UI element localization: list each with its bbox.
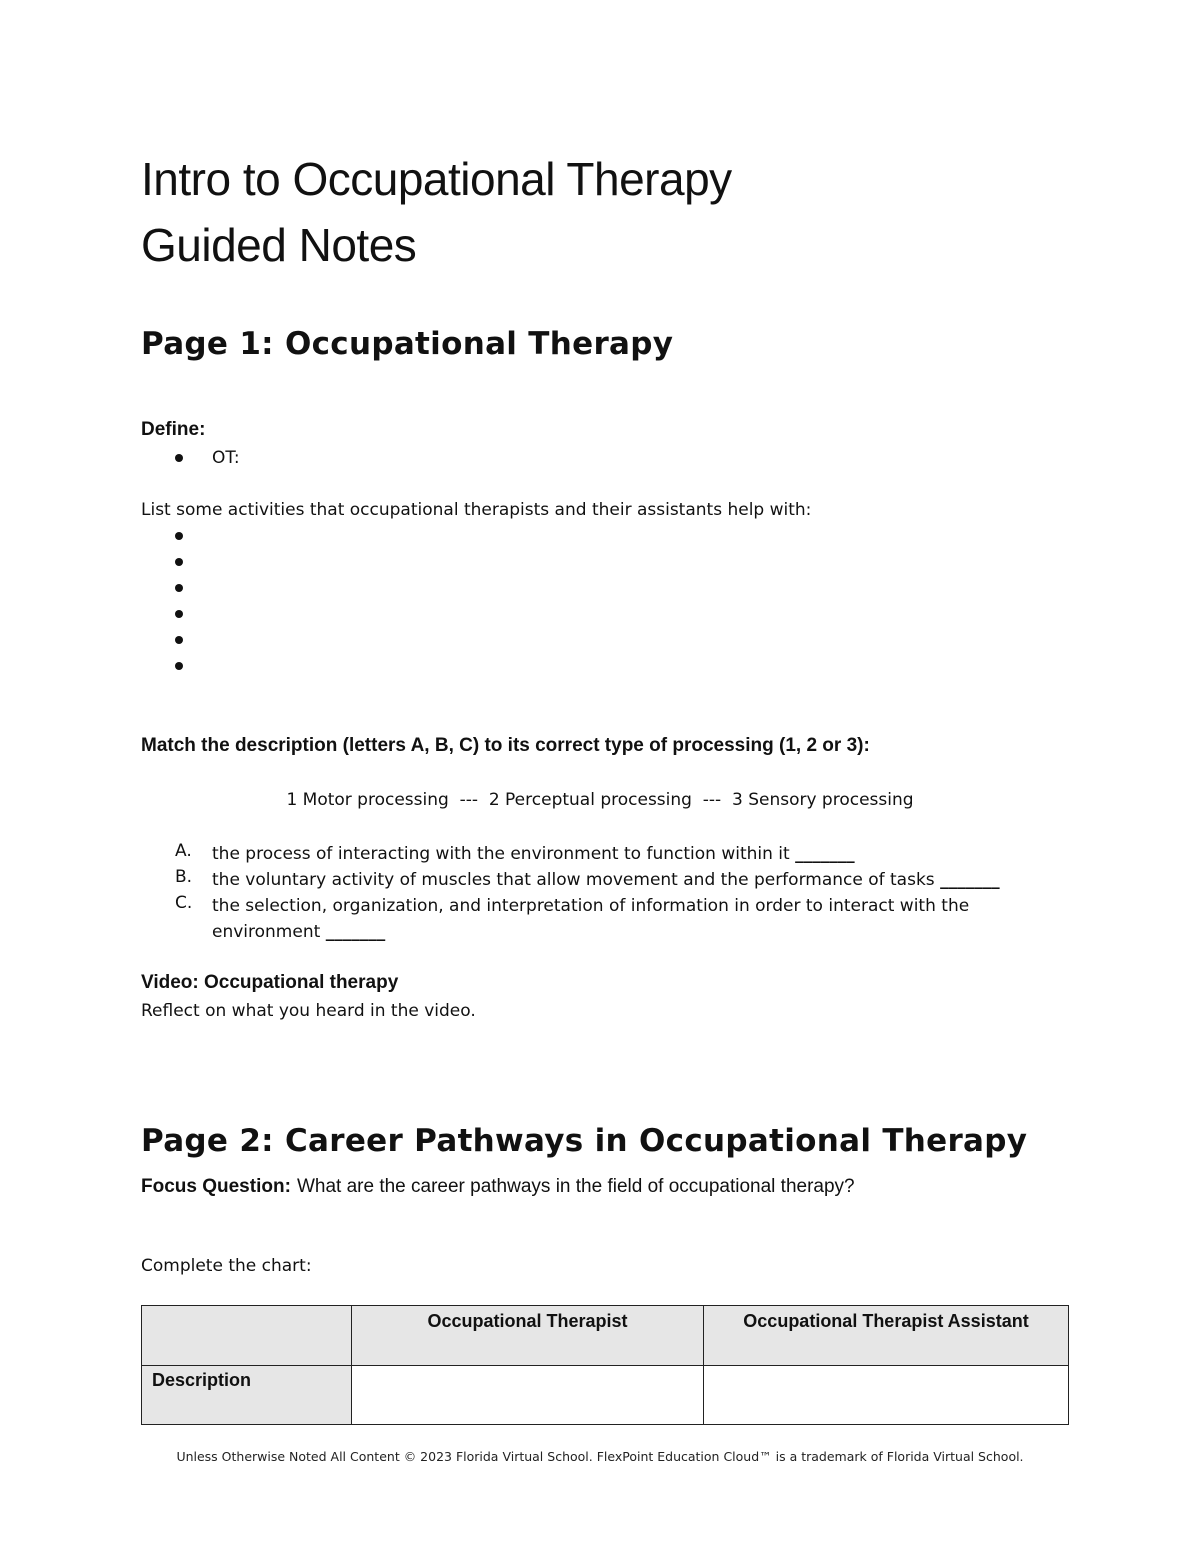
empty-bullet-icon [175,662,183,670]
footer-copyright: Unless Otherwise Noted All Content © 2023 Florida Virtual School. FlexPoint Education Cloud™ is a trademark of Florida Virtual School. [176,1449,1024,1464]
match-text: the process of interacting with the environment to function within it [212,844,790,864]
table-cell-ota-description[interactable] [704,1366,1069,1425]
empty-bullet-icon [175,636,183,644]
focus-text: What are the career pathways in the field of occupational therapy? [296,1176,855,1197]
focus-question [141,1175,855,1198]
table-header-row [142,1306,1069,1366]
table-row [142,1366,1069,1425]
match-letter: A. [175,841,192,861]
document-title-line-2: Guided Notes [141,219,417,271]
match-prompt: Match the description (letters A, B, C) to its correct type of processing (1, 2 or 3): [141,735,870,756]
match-letter: B. [175,867,193,887]
page2-heading: Page 2: Career Pathways in Occupational Therapy [141,1123,1028,1159]
answer-blank: _______ [940,870,1000,890]
focus-label: Focus Question: [141,1176,291,1197]
table-cell-ot-description[interactable] [352,1366,704,1425]
empty-bullet-icon [175,558,183,566]
video-label: Video: Occupational therapy [141,972,399,993]
bullet-icon [175,454,183,462]
answer-blank: _______ [325,922,386,942]
activities-prompt: List some activities that occupational therapists and their assistants help with: [141,500,812,520]
empty-bullet-icon [175,584,183,592]
page1-heading: Page 1: Occupational Therapy [141,326,674,362]
table-header-ota: Occupational Therapist Assistant [704,1306,1069,1366]
match-text: the voluntary activity of muscles that allow movement and the performance of tasks [212,870,935,890]
define-label: Define: [141,419,206,440]
row-label-description: Description [142,1366,352,1425]
table-header-ot: Occupational Therapist [352,1306,704,1366]
chart-prompt: Complete the chart: [141,1256,312,1276]
define-item-ot: OT: [212,448,240,468]
match-letter: C. [175,893,193,913]
match-text: the selection, organization, and interpretation of information in order to interact with the environment [212,896,970,942]
document-title-line-1: Intro to Occupational Therapy [141,153,732,205]
processing-types: 1 Motor processing --- 2 Perceptual processing --- 3 Sensory processing [286,790,914,810]
empty-bullet-icon [175,532,183,540]
answer-blank: _______ [795,844,855,864]
career-chart-table [141,1305,1069,1425]
video-prompt: Reflect on what you heard in the video. [141,1001,476,1021]
empty-bullet-icon [175,610,183,618]
table-header-empty [142,1306,352,1366]
